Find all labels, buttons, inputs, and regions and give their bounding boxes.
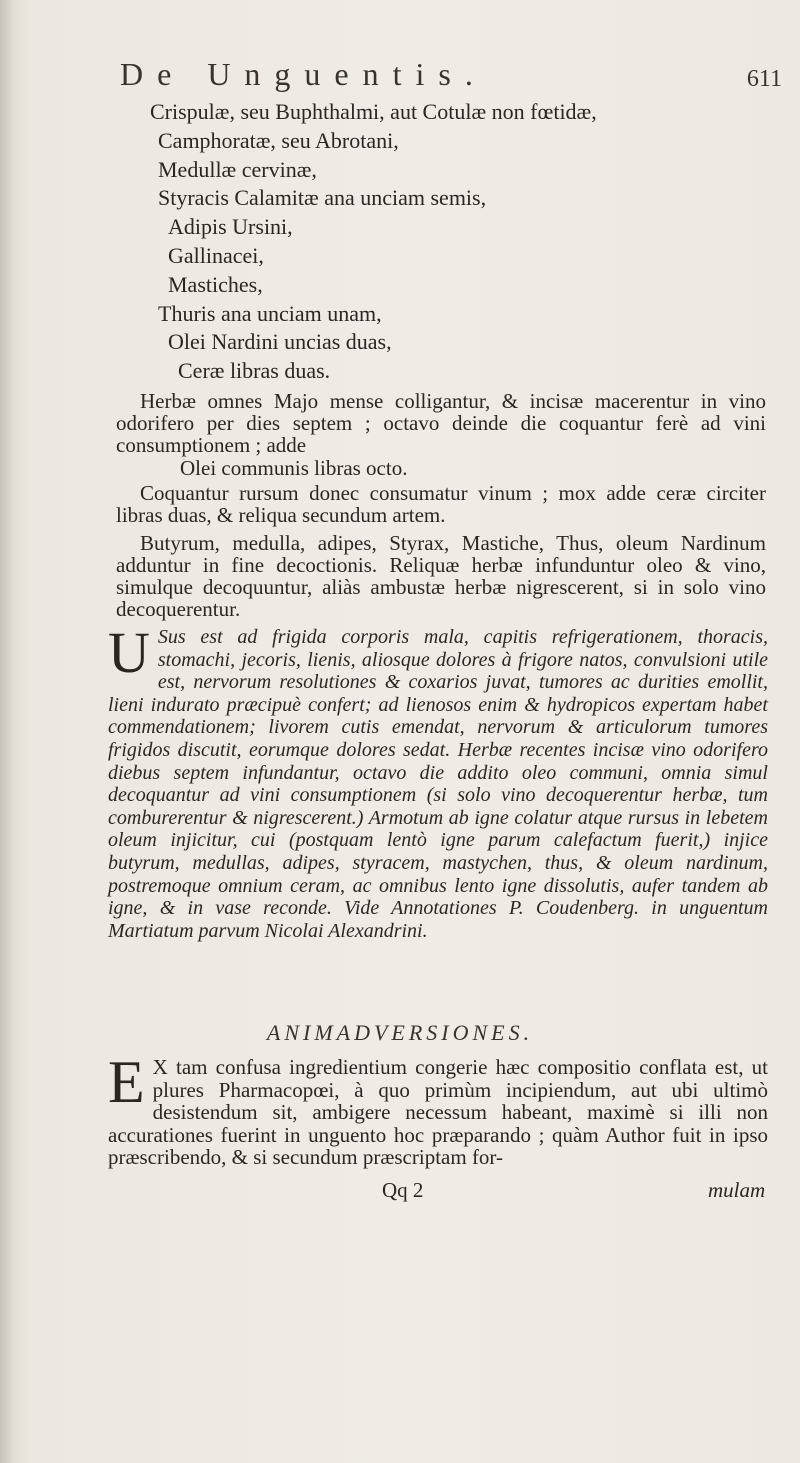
- ingredient-line: Ceræ libras duas.: [178, 358, 331, 384]
- usus-section: [108, 620, 768, 942]
- page-gutter: [0, 0, 14, 1463]
- paragraph-butyrum: [116, 532, 766, 620]
- running-title: De Unguentis.: [120, 56, 487, 92]
- ingredient-line: Thuris ana unciam unam,: [158, 300, 382, 326]
- animadversiones-heading: ANIMADVERSIONES.: [266, 1020, 534, 1045]
- ingredient-line: Crispulæ, seu Buphthalmi, aut Cotulæ non fœtidæ,: [150, 99, 597, 124]
- paragraph-preparation: [116, 390, 766, 456]
- paragraph-text: Butyrum, medulla, adipes, Styrax, Mastiche, Thus, oleum Nardinum adduntur in fine decoctionis. Reliquæ herbæ infunduntur oleo & vino, simulque decoquuntur, aliàs ambustæ herbæ nigrescerent, si in solo vino decoquerentur.: [116, 531, 766, 621]
- usus-dropcap: U: [108, 620, 150, 685]
- ingredient-list: [150, 98, 710, 386]
- running-header: [120, 52, 782, 98]
- animadversiones-section: [108, 1049, 768, 1170]
- ingredient-line: Gallinacei,: [168, 242, 264, 268]
- signature-mark: Qq 2: [382, 1178, 424, 1202]
- olei-line: Olei communis libras octo.: [180, 456, 408, 480]
- animadversiones-dropcap: E: [108, 1049, 145, 1115]
- ingredient-line: Medullæ cervinæ,: [158, 156, 317, 182]
- paragraph-text: Herbæ omnes Majo mense colligantur, & incisæ macerentur in vino odorifero per dies septem ; octavo deinde die coquantur ferè ad vini consumptionem ; adde: [116, 389, 766, 457]
- paragraph-text: Coquantur rursum donec consumatur vinum ; mox adde ceræ circiter libras duas, & reliqua secundum artem.: [116, 481, 766, 527]
- ingredient-line: Mastiches,: [168, 271, 263, 297]
- ingredient-line: Camphoratæ, seu Abrotani,: [158, 127, 399, 153]
- animadversiones-text: X tam confusa ingredientium congerie hæc compositio conflata est, ut plures Pharmacopœi, à quo primùm incipiendum, aut ubi ultimò desistendum sit, ambigere necessum habeant, maximè si illi non accurationes fuerint in unguento hoc præparando ; quàm Author fuit in ipso præscribendo, & si secundum præscriptam for-: [108, 1055, 768, 1170]
- usus-text: Sus est ad frigida corporis mala, capitis refrigerationem, thoracis, stomachi, jecoris, lienis, aliosque dolores à frigore natos, convulsioni utile est, nervorum resolutiones & coxarios juvat, tumores ac durities emollit, lieni indurato præcipuè confert; ad lienosos enim & hydropicos expertam habet commendationem; livorem cutis emendat, nervorum & articulorum tumores frigidos discutit, eorumque dolores sedat. Herbæ recentes incisæ vino odorifero diebus septem infundantur, octavo die addito oleo communi, omnia simul decoquantur ad vini consumptionem (si solo vino decoquerentur herbæ, tum comburerentur & nigrescerent.) Armotum ab igne colatur atque rursus in lebetem oleum injicitur, cui (postquam lentò igne parum calefactum fuerit,) injice butyrum, medullas, adipes, styracem, mastychen, thus, & oleum nardinum, postremoque omnium ceram, ac omnibus lento igne dissolutis, aufer tandem ab igne, & in vase reconde. Vide Annotationes P. Coudenberg. in unguentum Martiatum parvum Nicolai Alexandrini.: [108, 626, 768, 942]
- catchword: mulam: [708, 1178, 766, 1202]
- ingredient-line: Styracis Calamitæ ana unciam semis,: [158, 185, 487, 211]
- page-number: 611: [746, 66, 782, 92]
- ingredient-line: Adipis Ursini,: [168, 214, 293, 240]
- paragraph-coquantur: [116, 482, 766, 526]
- ingredient-line: Olei Nardini uncias duas,: [168, 329, 392, 355]
